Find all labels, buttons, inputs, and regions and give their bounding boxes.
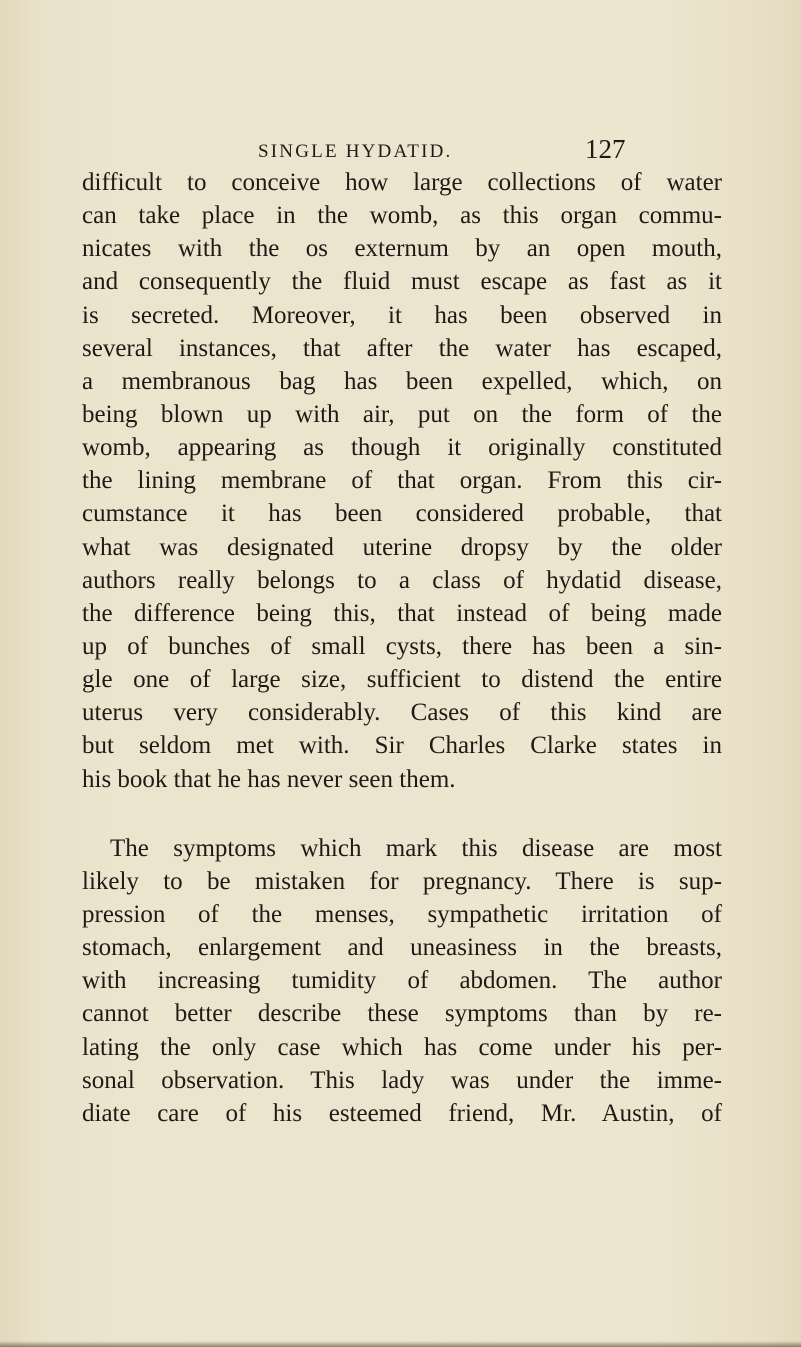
text-line: The symptoms which mark this disease are most: [110, 834, 722, 862]
page-edge-shadow: [0, 1341, 801, 1347]
text-line: nicates with the os externum by an open mouth,: [82, 235, 722, 263]
text-line: pression of the menses, sympathetic irritation of: [82, 900, 722, 928]
text-line: sonal observation. This lady was under the imme-: [82, 1066, 722, 1094]
paragraph-gap: [82, 796, 722, 832]
text-line: authors really belongs to a class of hydatid disease,: [82, 566, 722, 594]
text-line: womb, appearing as though it originally constituted: [82, 434, 722, 462]
text-line: cannot better describe these symptoms than by re-: [82, 1000, 722, 1028]
page-number: 127: [585, 134, 626, 164]
text-line: diate care of his esteemed friend, Mr. Austin, of: [82, 1099, 722, 1127]
text-line: being blown up with air, put on the form of the: [82, 400, 722, 428]
text-line: up of bunches of small cysts, there has been a sin-: [82, 632, 722, 660]
text-line: can take place in the womb, as this organ commu-: [82, 202, 722, 230]
text-line: his book that he has never seen them.: [82, 765, 456, 793]
text-line: stomach, enlargement and uneasiness in the breasts,: [82, 934, 722, 962]
text-line: is secreted. Moreover, it has been observed in: [82, 301, 722, 329]
text-line: uterus very considerably. Cases of this kind are: [82, 699, 722, 727]
text-line: what was designated uterine dropsy by the older: [82, 533, 722, 561]
text-line: difficult to conceive how large collections of water: [82, 169, 722, 196]
text-line: with increasing tumidity of abdomen. The author: [82, 967, 722, 995]
paragraph-1: [82, 166, 722, 796]
body-text: [82, 166, 722, 1130]
running-title: SINGLE HYDATID.: [258, 141, 453, 162]
text-line: several instances, that after the water has escaped,: [82, 334, 722, 362]
text-line: and consequently the fluid must escape as fast as it: [82, 268, 722, 296]
text-line: gle one of large size, sufficient to distend the entire: [82, 666, 722, 694]
text-line: lating the only case which has come under his per-: [82, 1033, 722, 1061]
text-line: but seldom met with. Sir Charles Clarke states in: [82, 732, 722, 760]
text-line: cumstance it has been considered probable, that: [82, 500, 722, 528]
text-line: a membranous bag has been expelled, which, on: [82, 367, 722, 395]
text-line: likely to be mistaken for pregnancy. There is sup-: [82, 867, 722, 895]
text-line: the lining membrane of that organ. From this cir-: [82, 467, 722, 495]
paragraph-2: [82, 832, 722, 1130]
text-line: the difference being this, that instead of being made: [82, 599, 722, 627]
